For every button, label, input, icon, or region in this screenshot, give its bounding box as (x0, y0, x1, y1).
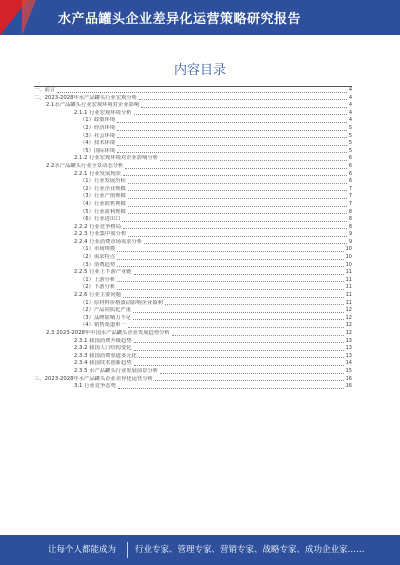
toc-entry-label: 3.1 行业竞争态势 (74, 383, 116, 390)
footer-slogan: 让每个人都能成为 (48, 545, 117, 555)
toc-dot-leader (123, 228, 347, 229)
toc-dot-leader (172, 335, 344, 336)
toc-entry-label: （4）销售渠道单一 (80, 322, 126, 329)
toc-dot-leader (125, 168, 347, 169)
toc-entry[interactable] (34, 345, 352, 353)
toc-entry-label: 2.2.4 行业消费市场需求分析 (74, 238, 143, 245)
toc-dot-leader (117, 266, 343, 267)
toc-entry-page: 8 (348, 216, 352, 223)
toc-entry-page: 7 (348, 185, 352, 192)
toc-entry-page: 10 (345, 261, 352, 268)
toc-entry-page: 5 (348, 140, 352, 147)
toc-entry-label: 2.3.4 我国技术创新趋势 (74, 360, 132, 367)
toc-entry-page: 11 (345, 276, 352, 283)
toc-entry-page: 16 (345, 383, 352, 390)
toc-dot-leader (117, 152, 347, 153)
toc-entry-page: 13 (345, 337, 352, 344)
toc-dot-leader (57, 92, 347, 93)
toc-entry[interactable] (34, 315, 352, 323)
toc-entry[interactable] (34, 178, 352, 186)
toc-entry[interactable] (34, 193, 352, 201)
toc-entry[interactable] (34, 102, 352, 110)
toc-dot-leader (118, 388, 344, 389)
toc-dot-leader (123, 175, 347, 176)
toc-entry[interactable] (34, 292, 352, 300)
toc-dot-leader (160, 160, 347, 161)
toc-entry-label: （1）原材料价格波动影响企业盈利 (80, 299, 163, 306)
toc-entry-label: （6）行业进出口 (80, 216, 121, 223)
toc-entry-label: （4）行业销售规模 (80, 200, 126, 207)
toc-entry-label: 2.2.5 行业上下游产业链 (74, 269, 132, 276)
toc-entry-label: 2.2.1 行业发展现状 (74, 170, 121, 177)
toc-entry-label: （3）社会环境 (80, 132, 116, 139)
toc-entry[interactable] (34, 246, 352, 254)
toc-entry-label: 三、2023-2028年水产品罐头企业差异化运营分析 (34, 375, 153, 382)
toc-dot-leader (134, 365, 344, 366)
toc-entry-label: （3）消费趋势 (80, 261, 116, 268)
toc-entry[interactable] (34, 368, 352, 376)
toc-entry-label: 2.3.2 我国人口结构变化 (74, 345, 132, 352)
toc-dot-leader (155, 380, 344, 381)
toc-entry-label: （4）技术环境 (80, 140, 116, 147)
toc-entry-label: （5）行业盈利规模 (80, 208, 126, 215)
toc-entry[interactable] (34, 163, 352, 171)
toc-entry[interactable] (34, 360, 352, 368)
toc-entry[interactable] (34, 284, 352, 292)
toc-entry-page: 6 (348, 178, 352, 185)
toc-dot-leader (165, 304, 344, 305)
toc-entry[interactable] (34, 262, 352, 270)
toc-entry[interactable] (34, 201, 352, 209)
toc-entry[interactable] (34, 307, 352, 315)
page-footer (0, 535, 400, 565)
toc-entry[interactable] (34, 353, 352, 361)
toc-dot-leader (144, 243, 347, 244)
toc-entry-label: 2.2.6 行业主要问题 (74, 292, 121, 299)
toc-entry-page: 6 (348, 155, 352, 162)
toc-entry[interactable] (34, 277, 352, 285)
toc-dot-leader (128, 327, 344, 328)
toc-dot-leader (134, 114, 347, 115)
toc-entry-page: 13 (345, 352, 352, 359)
toc-entry[interactable] (34, 171, 352, 179)
toc-dot-leader (134, 342, 344, 343)
table-of-contents (34, 86, 352, 391)
toc-entry-page: 14 (345, 360, 352, 367)
toc-entry[interactable] (34, 300, 352, 308)
toc-entry-page: 16 (345, 375, 352, 382)
toc-entry[interactable] (34, 110, 352, 118)
toc-entry-label: 2.2.3 行业集中度分析 (74, 231, 127, 238)
toc-entry[interactable] (34, 186, 352, 194)
toc-entry[interactable] (34, 117, 352, 125)
toc-entry-label: 2.1.1 行业宏观环境分析 (74, 109, 132, 116)
toc-dot-leader (123, 297, 344, 298)
toc-entry-label: 2.3.5 水产品罐头行业发展前景分析 (74, 367, 159, 374)
toc-entry-label: （2）产品同质化严重 (80, 307, 132, 314)
toc-dot-leader (117, 122, 347, 123)
toc-entry-page: 6 (348, 170, 352, 177)
toc-entry-page: 10 (345, 254, 352, 261)
toc-entry-page: 9 (348, 231, 352, 238)
toc-title: 内容目录 (173, 63, 226, 78)
toc-dot-leader (117, 137, 347, 138)
toc-dot-leader (134, 274, 344, 275)
toc-entry[interactable] (34, 125, 352, 133)
toc-entry-page: 12 (345, 307, 352, 314)
toc-entry-label: （2）下游分析 (80, 284, 116, 291)
header-red-accent-secondary (22, 0, 36, 35)
toc-entry-page: 4 (348, 94, 352, 101)
toc-entry-label: 一、前言 (34, 87, 56, 93)
toc-dot-leader (160, 373, 344, 374)
toc-entry-page: 13 (345, 345, 352, 352)
toc-entry-page: 4 (348, 117, 352, 124)
toc-entry-label: （1）市场规模 (80, 246, 116, 253)
toc-entry-page: 11 (345, 269, 352, 276)
toc-entry[interactable] (34, 133, 352, 141)
toc-dot-leader (133, 312, 344, 313)
toc-dot-leader (128, 213, 347, 214)
toc-entry[interactable] (34, 239, 352, 247)
toc-entry[interactable] (34, 224, 352, 232)
toc-entry-label: 2.3.1 我国消费升级趋势 (74, 337, 132, 344)
toc-dot-leader (128, 206, 347, 207)
toc-entry[interactable] (34, 376, 352, 384)
toc-entry-label: （1）行业发展历程 (80, 178, 126, 185)
toc-entry-label: （2）需求特点 (80, 254, 116, 261)
toc-dot-leader (128, 198, 347, 199)
toc-entry-page: 5 (348, 147, 352, 154)
toc-entry-label: （3）品牌影响力不足 (80, 314, 132, 321)
toc-entry-page: 15 (345, 367, 352, 374)
toc-entry[interactable] (34, 338, 352, 346)
toc-entry-page: 6 (348, 162, 352, 169)
toc-dot-leader (128, 236, 347, 237)
toc-entry-page: 4 (348, 87, 352, 93)
toc-entry-label: （1）上游分析 (80, 276, 116, 283)
toc-entry[interactable] (34, 269, 352, 277)
toc-entry-page: 8 (348, 223, 352, 230)
toc-entry[interactable] (34, 254, 352, 262)
toc-entry-page: 10 (345, 246, 352, 253)
report-title: 水产品罐头企业差异化运营策略研究报告 (58, 12, 302, 27)
toc-entry-page: 7 (348, 193, 352, 200)
toc-dot-leader (117, 130, 347, 131)
toc-entry-page: 5 (348, 132, 352, 139)
toc-entry[interactable] (34, 231, 352, 239)
toc-dot-leader (128, 183, 347, 184)
footer-divider (127, 542, 128, 558)
toc-entry-page: 9 (348, 238, 352, 245)
toc-entry-page: 8 (348, 208, 352, 215)
toc-entry-page: 11 (345, 299, 352, 306)
toc-entry[interactable] (34, 209, 352, 217)
toc-dot-leader (122, 221, 346, 222)
toc-entry-label: （2）经济环境 (80, 124, 116, 131)
toc-entry-page: 12 (345, 322, 352, 329)
toc-dot-leader (117, 259, 343, 260)
page-header (0, 0, 400, 35)
toc-entry[interactable] (34, 330, 352, 338)
toc-entry-label: （2）行业企业规模 (80, 185, 126, 192)
toc-entry-label: 2.1.2 行业宏观环境对企业影响分析 (74, 155, 159, 162)
toc-entry-page: 4 (348, 109, 352, 116)
toc-entry[interactable] (34, 155, 352, 163)
toc-entry-page: 4 (348, 102, 352, 109)
toc-entry[interactable] (34, 86, 352, 95)
toc-entry-page: 11 (345, 284, 352, 291)
toc-entry-label: 2.3.3 我国消费渠道多元化 (74, 352, 137, 359)
toc-dot-leader (134, 350, 344, 351)
toc-entry[interactable] (34, 216, 352, 224)
toc-dot-leader (139, 357, 344, 358)
toc-entry-label: （1）政策环境 (80, 117, 116, 124)
toc-entry[interactable] (34, 148, 352, 156)
toc-entry-page: 12 (345, 330, 352, 336)
toc-entry-label: 二、2023-2028年水产品罐头行业宏观分析 (34, 94, 138, 101)
toc-entry[interactable] (34, 383, 352, 391)
toc-entry-label: 2.2水产品罐头行业全景动态分析 (46, 162, 124, 169)
toc-entry-page: 7 (348, 200, 352, 207)
toc-dot-leader (128, 190, 347, 191)
toc-entry-label: 2.2.2 行业竞争格局 (74, 223, 121, 230)
toc-entry[interactable] (34, 140, 352, 148)
toc-entry-label: 2.1水产品罐头行业宏观环境对企业影响 (46, 102, 140, 109)
toc-entry-label: 2.3 2023-2028年中国水产品罐头企业发展趋势分析 (46, 330, 170, 336)
toc-dot-leader (117, 289, 343, 290)
toc-entry-page: 11 (345, 292, 352, 299)
toc-dot-leader (117, 281, 343, 282)
toc-entry-page: 5 (348, 124, 352, 131)
toc-entry-label: （3）行业产值规模 (80, 193, 126, 200)
toc-dot-leader (117, 145, 347, 146)
toc-dot-leader (139, 99, 347, 100)
toc-dot-leader (133, 319, 344, 320)
toc-entry[interactable] (34, 322, 352, 330)
toc-dot-leader (117, 251, 343, 252)
toc-entry-page: 12 (345, 314, 352, 321)
toc-entry-label: （5）国际环境 (80, 147, 116, 154)
footer-roles: 行业专家、管理专家、营销专家、战略专家、成功企业家…… (135, 545, 365, 555)
toc-entry[interactable] (34, 95, 352, 103)
toc-dot-leader (141, 107, 347, 108)
